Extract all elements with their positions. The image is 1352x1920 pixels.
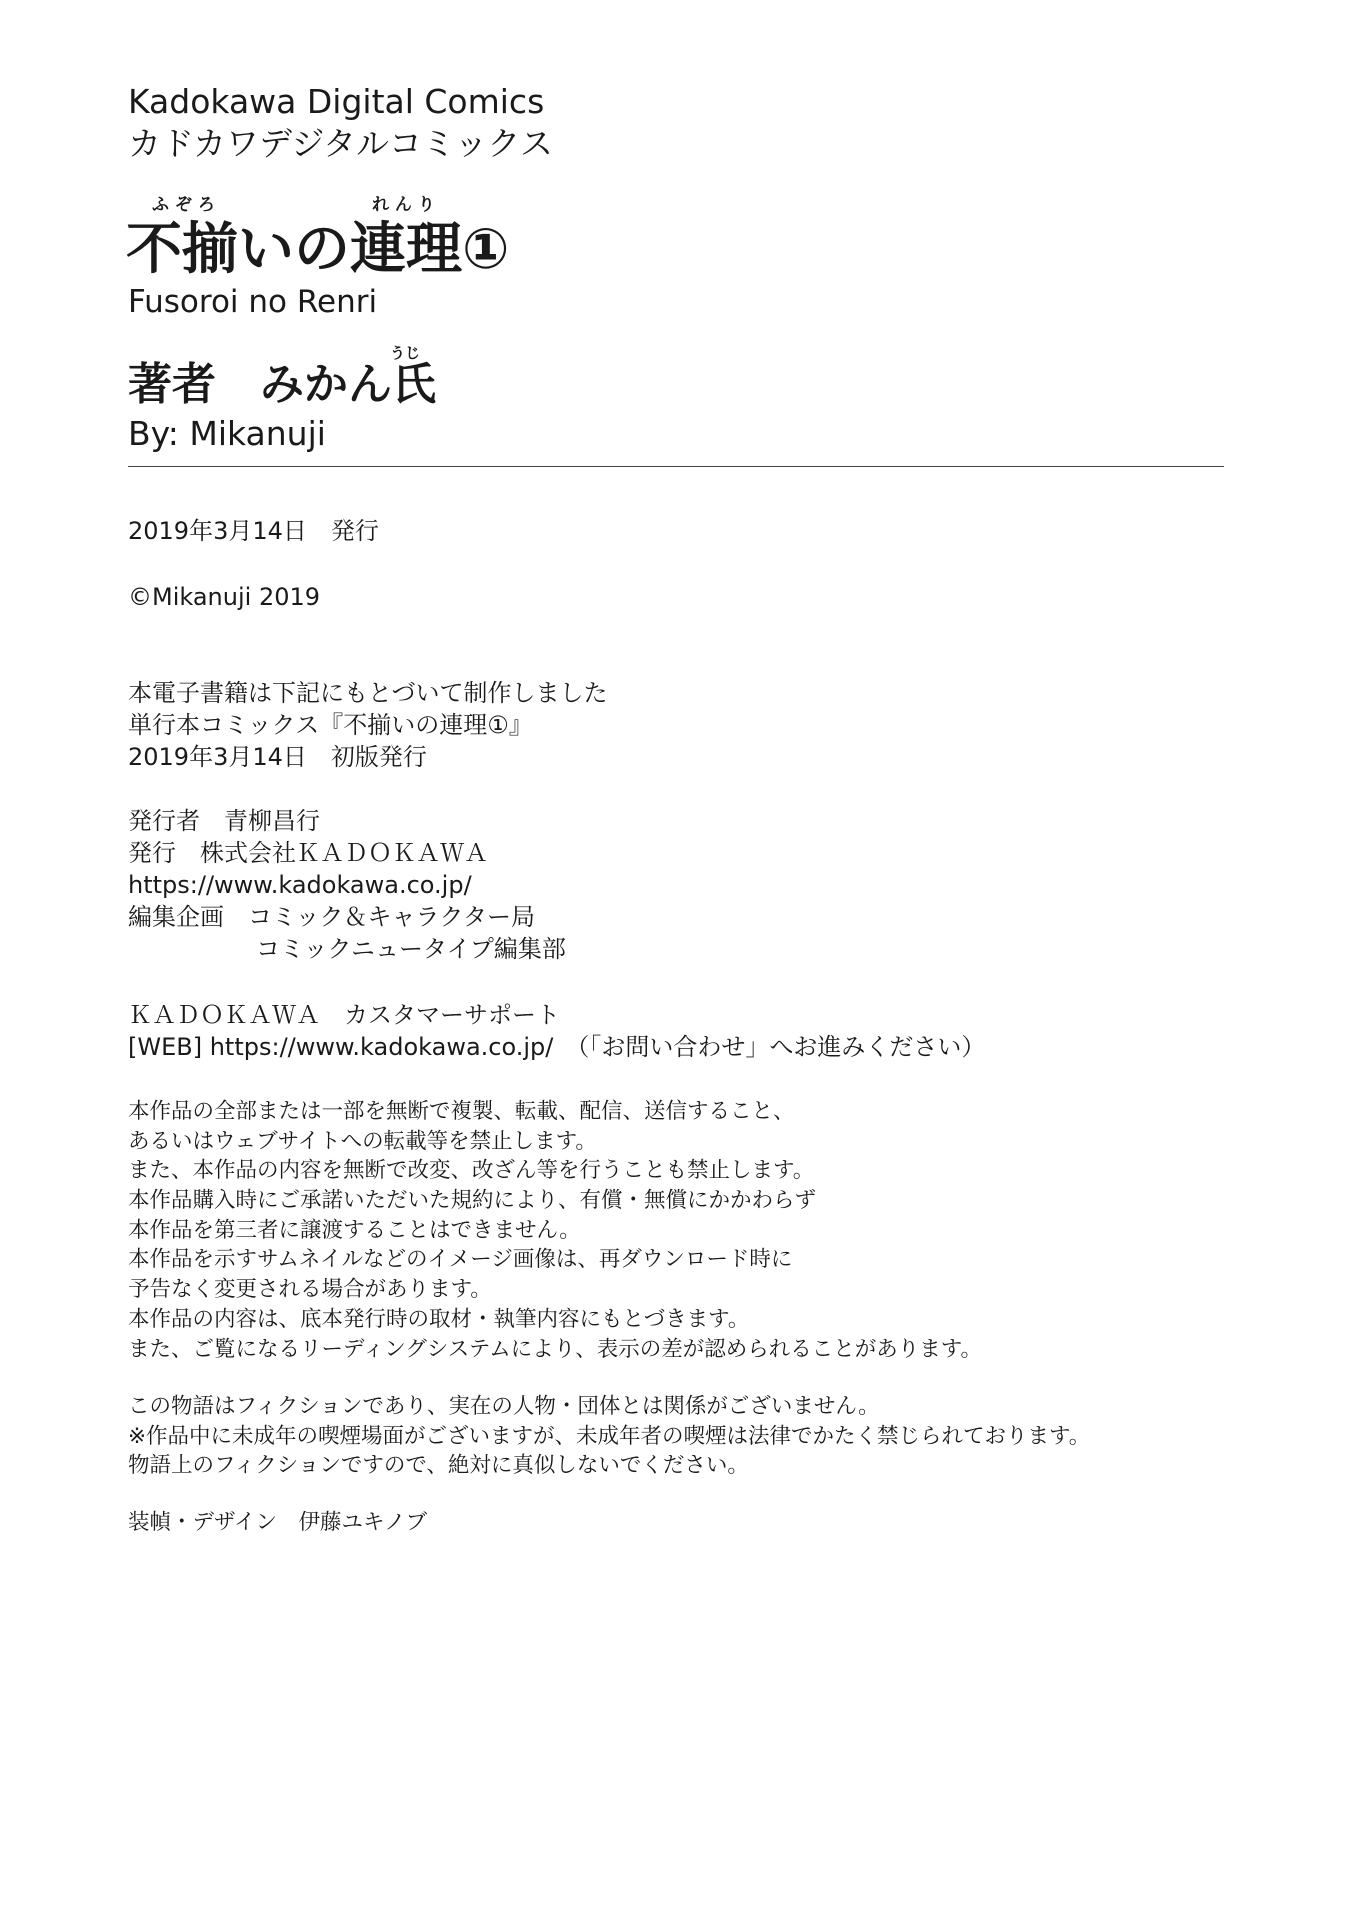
title-ruby-renri: れ ん り [372, 195, 435, 215]
source-line: 単行本コミックス『不揃いの連理①』 [128, 711, 533, 739]
publisher-url[interactable]: https://www.kadokawa.co.jp/ [128, 871, 472, 899]
usage-notices [128, 1097, 982, 1364]
credit-publisher: 発行者 青柳昌行 [128, 807, 320, 835]
notice-line: また、ご覧になるリーディングシステムにより、表示の差が認められることがあります。 [128, 1336, 982, 1362]
notice-line: あるいはウェブサイトへの転載等を禁止します。 [128, 1128, 597, 1154]
publication-date: 2019年3月14日 発行 [128, 517, 379, 545]
customer-support [128, 999, 985, 1063]
notice-line: 本作品の内容は、底本発行時の取材・執筆内容にもとづきます。 [128, 1306, 750, 1332]
source-edition [128, 677, 608, 773]
author-line-en: By: Mikanuji [128, 414, 326, 453]
notice-line: 予告なく変更される場合があります。 [128, 1277, 492, 1303]
design-credit: 装幀・デザイン 伊藤ユキノブ [128, 1510, 428, 1535]
copyright: ©Mikanuji 2019 [128, 583, 321, 611]
author-name: みかん氏 [260, 359, 436, 410]
notice-line: 本作品を第三者に譲渡することはできません。 [128, 1217, 581, 1243]
support-web-link[interactable]: [WEB] https://www.kadokawa.co.jp/ （「お問い合わせ」へお進みください） [128, 1033, 986, 1061]
notice-line: 本作品の全部または一部を無断で複製、転載、配信、送信すること、 [128, 1099, 795, 1124]
disclaimer-line: この物語はフィクションであり、実在の人物・団体とは関係がございません。 [128, 1394, 880, 1419]
author-label: 著者 [128, 359, 216, 410]
credit-editorial: 編集企画 コミック＆キャラクター局 [128, 903, 536, 931]
credit-company: 発行 株式会社ＫＡＤＯＫＡＷＡ [128, 839, 488, 867]
book-title-ja: 不揃いの連理① [126, 217, 510, 282]
source-line: 2019年3月14日 初版発行 [128, 743, 427, 771]
author-line-ja [128, 358, 436, 412]
imprint-name-en: Kadokawa Digital Comics [128, 82, 545, 121]
title-ruby [126, 188, 509, 218]
imprint-name-ja: カドカワデジタルコミックス [128, 124, 554, 163]
notice-line: また、本作品の内容を無断で改変、改ざん等を行うことも禁止します。 [128, 1158, 815, 1184]
title-block [126, 188, 509, 282]
disclaimer-line: ※作品中に未成年の喫煙場面がございますが、未成年者の喫煙は法律でかたく禁じられております。 [128, 1423, 1091, 1449]
title-ruby-fuzoro: ふ ぞ ろ [152, 195, 215, 215]
notice-line: 本作品購入時にご承諾いただいた規約により、有償・無償にかかわらず [128, 1188, 817, 1214]
fiction-disclaimer [128, 1392, 1090, 1481]
disclaimer-line: 物語上のフィクションですので、絶対に真似しないでください。 [128, 1453, 749, 1479]
source-line: 本電子書籍は下記にもとづいて制作しました [128, 679, 608, 707]
notice-line: 本作品を示すサムネイルなどのイメージ画像は、再ダウンロード時に [128, 1247, 793, 1273]
support-title: ＫＡＤＯＫＡＷＡ カスタマーサポート [128, 1001, 560, 1029]
divider [128, 466, 1224, 467]
book-title-en: Fusoroi no Renri [128, 284, 378, 320]
publisher-credits [128, 805, 566, 965]
credit-editorial-dept: コミックニュータイプ編集部 [256, 935, 566, 963]
author-name-ruby: うじ [390, 344, 421, 362]
